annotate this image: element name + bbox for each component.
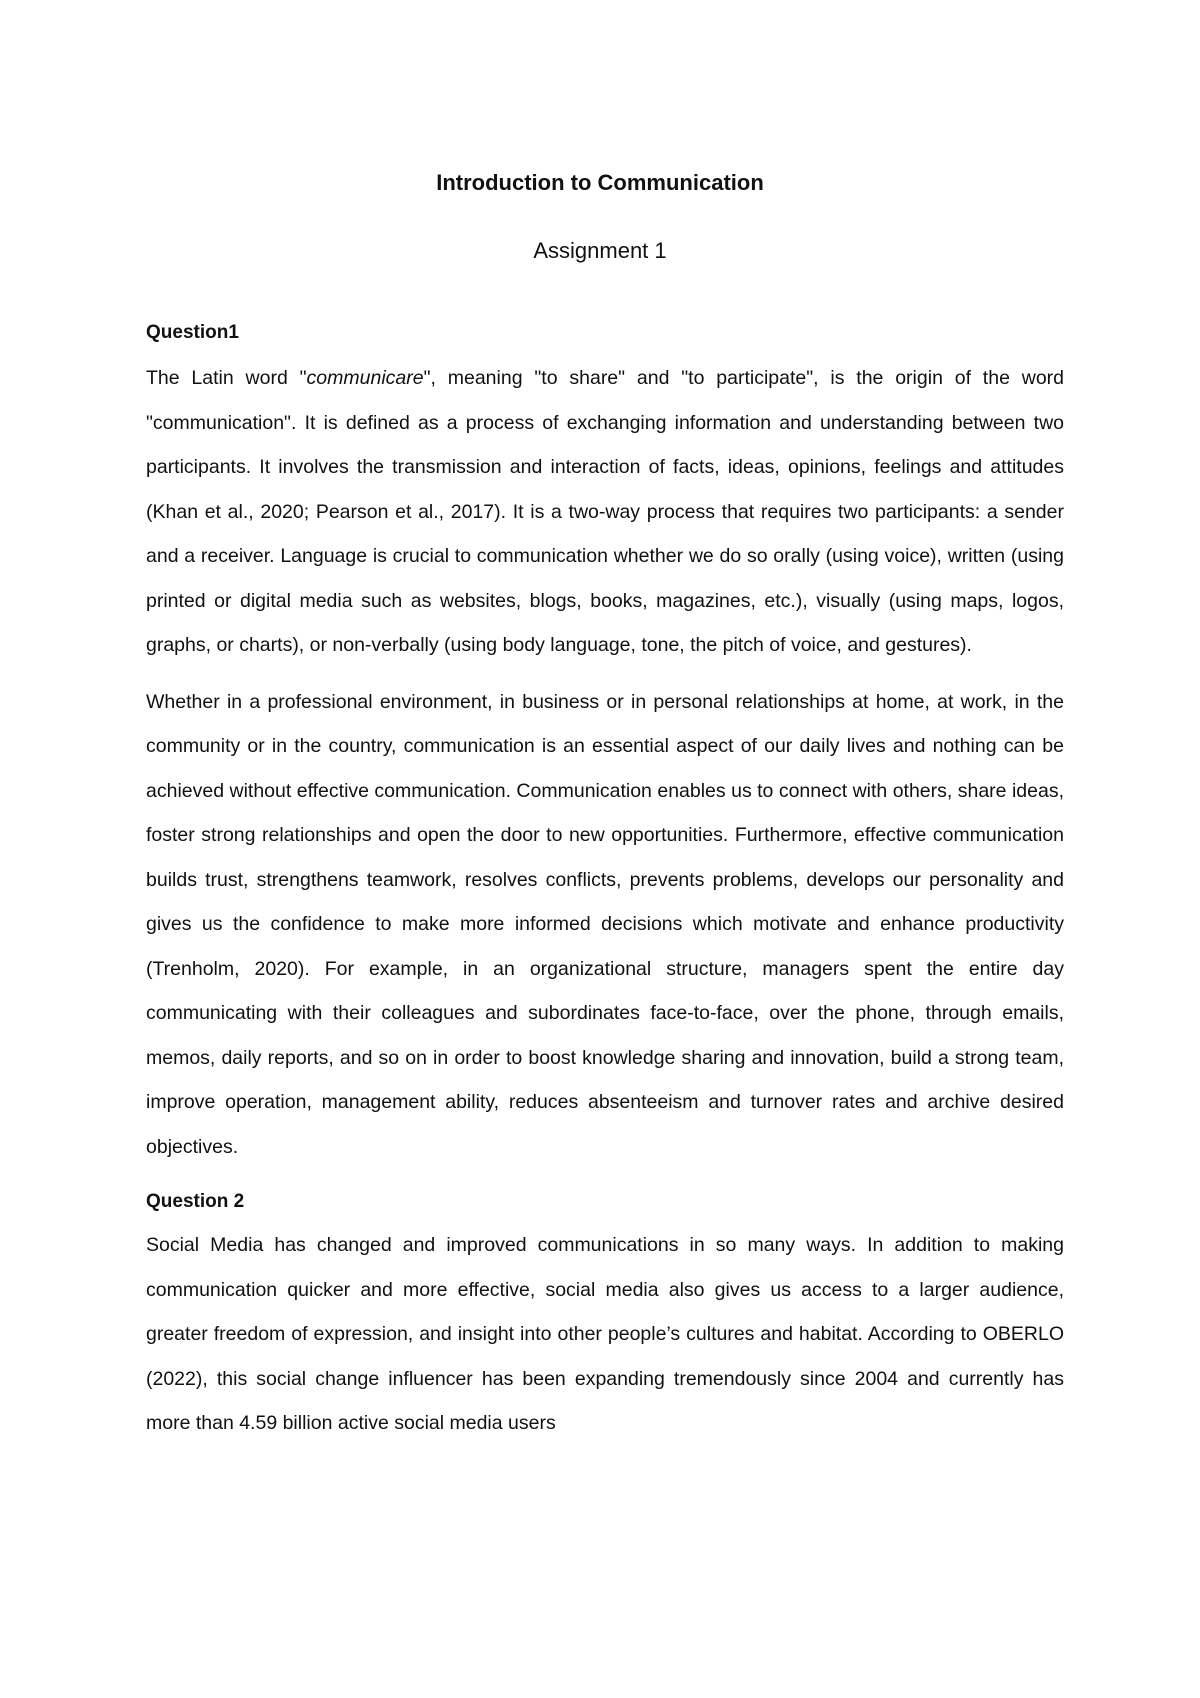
document-body [146,318,1064,1458]
question1-paragraph-1 [146,356,1064,668]
question1-heading: Question1 [146,322,239,343]
question2-paragraph-1: Social Media has changed and improved communications in so many ways. In addition to making communication quicker and more effective, social media also gives us access to a larger audience, greater freedom of expression, and insight into other people’s cultures and habitat. According to OBERLO (2022), this social change influencer has been expanding tremendously since 2004 and currently has more than 4.59 billion active social media users [146,1234,1064,1434]
question1-p1-text-end: ", meaning "to share" and "to participate", is the origin of the word "communication". It is defined as a process of exchanging information and understanding between two participants. It involves the transmission and interaction of facts, ideas, opinions, feelings and attitudes (Khan et al., 2020; Pearson et al., 2017). It is a two-way process that requires two participants: a sender and a receiver. Language is crucial to communication whether we do so orally (using voice), written (using printed or digital media such as websites, blogs, books, magazines, etc.), visually (using maps, logos, graphs, or charts), or non-verbally (using body language, tone, the pitch of voice, and gestures). [146,367,1065,656]
document-subtitle: Assignment 1 [533,238,667,263]
latin-term: communicare [306,367,424,389]
question1-p1-text-start: The Latin word " [146,367,307,389]
document-title: Introduction to Communication [436,170,764,195]
question2-heading: Question 2 [146,1191,245,1212]
question1-paragraph-2: Whether in a professional environment, in business or in personal relationships at home, at work, in the community or in the country, communication is an essential aspect of our daily lives and nothing can be achieved without effective communication. Communication enables us to connect with others, share ideas, foster strong relationships and open the door to new opportunities. Furthermore, effective communication builds trust, strengthens teamwork, resolves conflicts, prevents problems, develops our personality and gives us the confidence to make more informed decisions which motivate and enhance productivity (Trenholm, 2020). For example, in an organizational structure, managers spent the entire day communicating with their colleagues and subordinates face-to-face, over the phone, through emails, memos, daily reports, and so on in order to boost knowledge sharing and innovation, build a strong team, improve operation, management ability, reduces absenteeism and turnover rates and archive desired objectives. [146,690,1064,1158]
